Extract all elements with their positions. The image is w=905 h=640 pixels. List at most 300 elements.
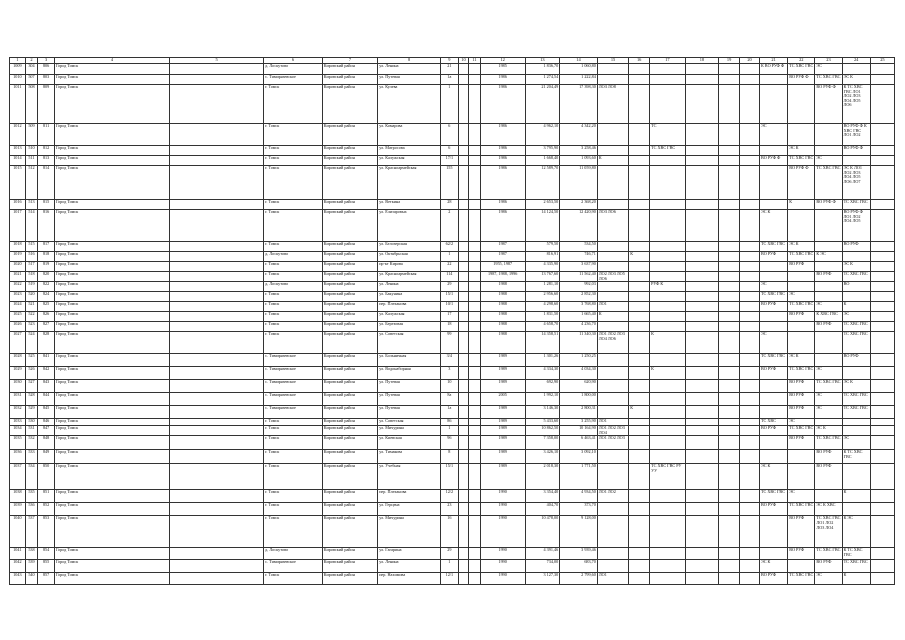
column-number: 14 bbox=[560, 58, 598, 64]
table-cell: 1042 bbox=[10, 560, 26, 573]
table-cell bbox=[719, 302, 740, 312]
table-cell bbox=[629, 166, 650, 200]
table-cell: Город Томск bbox=[54, 573, 169, 585]
table-cell bbox=[740, 262, 760, 272]
table-cell bbox=[719, 75, 740, 85]
column-number: 5 bbox=[170, 58, 264, 64]
table-cell bbox=[685, 242, 718, 252]
table-cell: 849 bbox=[38, 450, 55, 464]
table-cell: Кировский район bbox=[322, 262, 377, 272]
table-cell bbox=[759, 322, 787, 332]
table-cell: ТС ХВС ГВС bbox=[815, 75, 842, 85]
table-cell bbox=[597, 393, 628, 406]
table-cell bbox=[597, 262, 628, 272]
table-cell bbox=[597, 406, 628, 419]
table-cell bbox=[685, 406, 718, 419]
table-cell: Город Томск bbox=[54, 312, 169, 322]
table-cell: 852 bbox=[38, 503, 55, 516]
table-cell bbox=[629, 393, 650, 406]
table-cell: 1 bbox=[440, 426, 458, 436]
table-cell: 853 bbox=[38, 516, 55, 548]
table-cell: Город Томск bbox=[54, 393, 169, 406]
table-cell: 4 334,30 bbox=[525, 367, 560, 380]
table-cell: 15/1 bbox=[440, 464, 458, 490]
table-cell: 3 127,30 bbox=[525, 573, 560, 585]
table-cell: ТС ХВС ГВС bbox=[788, 302, 815, 312]
table-cell bbox=[870, 166, 894, 200]
table-cell: ВО РУФ bbox=[842, 354, 870, 367]
table-cell: ВО bbox=[842, 282, 870, 292]
table-cell: Город Томск bbox=[54, 367, 169, 380]
table-cell: г. Томск bbox=[264, 302, 323, 312]
table-cell: 3 146,30 bbox=[525, 406, 560, 419]
table-cell bbox=[650, 64, 686, 75]
table-cell: г. Томск bbox=[264, 272, 323, 282]
table-cell: ЛО1 bbox=[597, 419, 628, 426]
table-cell bbox=[759, 548, 787, 560]
table-cell: 1990 bbox=[480, 560, 525, 573]
table-cell: Город Томск bbox=[54, 490, 169, 503]
table-cell: 851 bbox=[38, 490, 55, 503]
table-cell bbox=[469, 322, 481, 332]
table-cell: 1989 bbox=[480, 436, 525, 450]
table-cell: г. Томск bbox=[264, 210, 323, 242]
table-cell bbox=[719, 393, 740, 406]
table-cell bbox=[458, 166, 468, 200]
table-cell bbox=[788, 450, 815, 464]
table-row bbox=[10, 450, 895, 464]
table-cell: ЛО1 ЛО2 ЛО3 ЛО4 bbox=[597, 426, 628, 436]
table-cell: ЛОЗ ЛО8 bbox=[597, 85, 628, 124]
table-cell bbox=[650, 516, 686, 548]
table-cell: ул. Герцена bbox=[378, 503, 441, 516]
table-cell: 8 bbox=[440, 450, 458, 464]
table-cell bbox=[788, 210, 815, 242]
table-cell bbox=[458, 406, 468, 419]
table-cell: с. Тимирязевское bbox=[264, 560, 323, 573]
table-cell bbox=[740, 573, 760, 585]
table-cell: 1021 bbox=[10, 272, 26, 282]
table-cell bbox=[815, 419, 842, 426]
table-cell: 817 bbox=[38, 242, 55, 252]
table-cell: 1988 bbox=[480, 282, 525, 292]
table-cell: 824 bbox=[38, 292, 55, 302]
table-cell: 3 092,10 bbox=[560, 450, 598, 464]
table-cell bbox=[870, 332, 894, 354]
table-cell bbox=[458, 124, 468, 146]
table-cell: Кировский район bbox=[322, 75, 377, 85]
table-cell bbox=[650, 252, 686, 262]
table-cell: 4 934,50 bbox=[560, 490, 598, 503]
table-cell bbox=[685, 262, 718, 272]
table-cell bbox=[870, 322, 894, 332]
table-cell: 1012 bbox=[10, 124, 26, 146]
table-cell: 540 bbox=[25, 573, 38, 585]
table-cell: 4 342,20 bbox=[560, 124, 598, 146]
table-cell: ул. Калужская bbox=[378, 312, 441, 322]
table-cell bbox=[740, 450, 760, 464]
table-cell: г. Томск bbox=[264, 426, 323, 436]
column-number: 17 bbox=[650, 58, 686, 64]
table-cell: ЭС К bbox=[842, 262, 870, 272]
table-cell bbox=[170, 252, 264, 262]
table-cell: ул. Комарова bbox=[378, 124, 441, 146]
table-cell: 4 335,90 bbox=[525, 262, 560, 272]
table-cell bbox=[629, 516, 650, 548]
table-row bbox=[10, 272, 895, 282]
table-cell bbox=[629, 210, 650, 242]
table-cell: Город Томск bbox=[54, 156, 169, 166]
table-cell bbox=[685, 124, 718, 146]
table-cell bbox=[170, 354, 264, 367]
table-cell: ул. Путевая bbox=[378, 380, 441, 393]
table-cell: 1 992,10 bbox=[525, 393, 560, 406]
table-row bbox=[10, 354, 895, 367]
table-cell: ЭС К bbox=[759, 210, 787, 242]
table-cell: ЭС bbox=[842, 312, 870, 322]
table-cell bbox=[870, 262, 894, 272]
table-cell: 1990 bbox=[480, 548, 525, 560]
table-cell: г. Томск bbox=[264, 200, 323, 210]
table-cell bbox=[685, 322, 718, 332]
table-cell: 2005 bbox=[480, 393, 525, 406]
table-cell: Кировский район bbox=[322, 560, 377, 573]
table-row bbox=[10, 436, 895, 450]
table-cell bbox=[170, 380, 264, 393]
table-cell: Город Томск bbox=[54, 146, 169, 156]
table-cell: ул. Советская bbox=[378, 332, 441, 354]
table-cell bbox=[650, 210, 686, 242]
table-cell: 531 bbox=[25, 426, 38, 436]
table-cell: 828 bbox=[38, 332, 55, 354]
table-cell: К ВО РУФ Ф bbox=[759, 64, 787, 75]
table-row bbox=[10, 64, 895, 75]
table-cell bbox=[870, 242, 894, 252]
table-cell: 2 bbox=[440, 210, 458, 242]
table-cell: ВО РУФ bbox=[759, 252, 787, 262]
table-cell: 1 060,80 bbox=[560, 64, 598, 75]
table-cell bbox=[842, 426, 870, 436]
table-cell: Кировский район bbox=[322, 166, 377, 200]
table-cell: 683,70 bbox=[560, 560, 598, 573]
table-cell: 1024 bbox=[10, 302, 26, 312]
table-cell bbox=[170, 200, 264, 210]
table-cell: ТС ХВС ГВС bbox=[842, 406, 870, 419]
table-row bbox=[10, 166, 895, 200]
table-cell bbox=[629, 464, 650, 490]
table-cell bbox=[597, 464, 628, 490]
table-cell: Кировский район bbox=[322, 272, 377, 282]
table-cell bbox=[170, 548, 264, 560]
table-cell: 857 bbox=[38, 573, 55, 585]
table-cell bbox=[788, 332, 815, 354]
table-cell: 1а bbox=[440, 75, 458, 85]
table-cell bbox=[650, 426, 686, 436]
table-cell: Кировский район bbox=[322, 210, 377, 242]
table-cell bbox=[458, 516, 468, 548]
column-number: 20 bbox=[740, 58, 760, 64]
table-cell: Кировский район bbox=[322, 419, 377, 426]
table-cell: К ЭС bbox=[815, 252, 842, 262]
table-cell bbox=[650, 322, 686, 332]
table-cell bbox=[870, 436, 894, 450]
table-cell bbox=[170, 464, 264, 490]
table-cell: 10 862,50 bbox=[525, 426, 560, 436]
table-cell bbox=[719, 490, 740, 503]
table-cell bbox=[870, 393, 894, 406]
table-cell bbox=[170, 85, 264, 124]
table-cell: ВО РУФ bbox=[842, 242, 870, 252]
table-cell bbox=[759, 272, 787, 282]
table-cell: 2 956,60 bbox=[525, 292, 560, 302]
table-cell bbox=[170, 242, 264, 252]
table-cell: 1023 bbox=[10, 292, 26, 302]
table-cell bbox=[629, 503, 650, 516]
table-cell bbox=[469, 282, 481, 292]
table-cell: пер. Плеханова bbox=[378, 302, 441, 312]
table-cell bbox=[685, 450, 718, 464]
table-cell: ТС ХВС ГВС bbox=[815, 166, 842, 200]
table-cell: ул. Ленина bbox=[378, 64, 441, 75]
table-cell: 23 bbox=[440, 503, 458, 516]
table-cell: Кировский район bbox=[322, 354, 377, 367]
table-cell bbox=[629, 272, 650, 282]
table-cell bbox=[740, 332, 760, 354]
table-cell: 1 836,70 bbox=[525, 64, 560, 75]
table-cell: 1 771,50 bbox=[560, 464, 598, 490]
table-cell: ул. Водонаборная bbox=[378, 367, 441, 380]
table-cell bbox=[597, 242, 628, 252]
table-row bbox=[10, 406, 895, 419]
table-cell: 692,90 bbox=[525, 380, 560, 393]
table-cell: д. Лоскутово bbox=[264, 64, 323, 75]
table-cell: К bbox=[842, 490, 870, 503]
table-cell bbox=[629, 292, 650, 302]
table-cell: ЛО1 ЛО2 ЛО3 ЛО4 ЛО6 bbox=[597, 332, 628, 354]
table-cell bbox=[629, 490, 650, 503]
column-number: 22 bbox=[788, 58, 815, 64]
table-cell: 11 562,40 bbox=[560, 272, 598, 282]
table-cell: 3 258,46 bbox=[560, 146, 598, 156]
table-cell: 1988 bbox=[480, 332, 525, 354]
table-cell bbox=[458, 262, 468, 272]
table-cell: д. Лоскутово bbox=[264, 548, 323, 560]
table-cell: 1 665,40 bbox=[560, 312, 598, 322]
table-cell bbox=[458, 548, 468, 560]
table-cell bbox=[458, 272, 468, 282]
table-cell: 1 668,40 bbox=[525, 156, 560, 166]
table-cell: 3 354,40 bbox=[525, 490, 560, 503]
table-cell: К ТС ХВС ГВС ЛО1 ЛО2 ЛО3 ЛО4 ЛО5 ЛО6 bbox=[842, 85, 870, 124]
table-cell: 1038 bbox=[10, 490, 26, 503]
table-cell: 4 298,60 bbox=[525, 302, 560, 312]
table-cell bbox=[629, 156, 650, 166]
table-cell bbox=[788, 322, 815, 332]
table-cell: 1016 bbox=[10, 200, 26, 210]
table-row bbox=[10, 322, 895, 332]
table-cell bbox=[170, 450, 264, 464]
table-cell bbox=[170, 332, 264, 354]
table-cell bbox=[469, 64, 481, 75]
table-cell bbox=[469, 210, 481, 242]
table-cell: 528 bbox=[25, 393, 38, 406]
table-cell: 1026 bbox=[10, 322, 26, 332]
table-cell: 525 bbox=[25, 354, 38, 367]
table-cell bbox=[870, 312, 894, 322]
table-cell bbox=[870, 490, 894, 503]
table-cell bbox=[719, 322, 740, 332]
table-cell: ВО РУФ bbox=[759, 503, 787, 516]
table-cell: 534 bbox=[25, 464, 38, 490]
table-cell: пер. Нахимова bbox=[378, 573, 441, 585]
table-cell bbox=[170, 426, 264, 436]
table-cell bbox=[650, 490, 686, 503]
table-cell bbox=[597, 503, 628, 516]
table-cell: 3 426,10 bbox=[525, 450, 560, 464]
table-cell: 855 bbox=[38, 560, 55, 573]
table-cell: 529 bbox=[25, 406, 38, 419]
table-cell: 841 bbox=[38, 354, 55, 367]
table-cell bbox=[629, 146, 650, 156]
table-cell: 518 bbox=[25, 272, 38, 282]
table-cell bbox=[650, 419, 686, 426]
table-cell: 844 bbox=[38, 393, 55, 406]
table-cell: К ТС ХВС ГВС bbox=[842, 450, 870, 464]
table-cell: Город Томск bbox=[54, 406, 169, 419]
table-cell: 520 bbox=[25, 292, 38, 302]
table-cell bbox=[597, 282, 628, 292]
table-cell: 806 bbox=[38, 64, 55, 75]
table-cell: 1985 bbox=[480, 64, 525, 75]
table-cell: 522 bbox=[25, 312, 38, 322]
table-cell bbox=[469, 560, 481, 573]
table-cell bbox=[629, 242, 650, 252]
table-cell bbox=[740, 302, 760, 312]
table-cell: г. Томск bbox=[264, 573, 323, 585]
table-cell bbox=[740, 156, 760, 166]
table-cell: Город Томск bbox=[54, 426, 169, 436]
table-cell: 511 bbox=[25, 156, 38, 166]
table-cell: Город Томск bbox=[54, 380, 169, 393]
column-number: 23 bbox=[815, 58, 842, 64]
table-cell: 3 637,90 bbox=[560, 262, 598, 272]
table-cell bbox=[685, 380, 718, 393]
table-cell bbox=[685, 490, 718, 503]
table-cell: 1 274,54 bbox=[525, 75, 560, 85]
table-cell bbox=[759, 75, 787, 85]
table-cell: пер. Плеханова bbox=[378, 490, 441, 503]
table-cell bbox=[629, 85, 650, 124]
table-cell: Город Томск bbox=[54, 450, 169, 464]
table-cell: г. Томск bbox=[264, 490, 323, 503]
table-cell bbox=[170, 210, 264, 242]
table-cell: К bbox=[650, 332, 686, 354]
table-cell bbox=[685, 200, 718, 210]
table-cell: 1017 bbox=[10, 210, 26, 242]
table-cell: 843 bbox=[38, 380, 55, 393]
table-cell bbox=[469, 503, 481, 516]
table-cell: 816,91 bbox=[525, 252, 560, 262]
table-cell: ВО РУФ Ф bbox=[788, 75, 815, 85]
table-cell: ТС ХВС ГВС bbox=[842, 272, 870, 282]
table-cell bbox=[597, 560, 628, 573]
table-cell: 816 bbox=[38, 210, 55, 242]
table-cell bbox=[629, 322, 650, 332]
table-cell bbox=[685, 367, 718, 380]
table-cell: ул. Веткина bbox=[378, 200, 441, 210]
table-cell bbox=[629, 282, 650, 292]
table-cell: 2 799,60 bbox=[560, 573, 598, 585]
table-cell: 29 bbox=[440, 282, 458, 292]
table-cell bbox=[469, 380, 481, 393]
table-cell: ул. Белозерская bbox=[378, 242, 441, 252]
table-cell bbox=[685, 332, 718, 354]
table-cell: ул. Красноармейская bbox=[378, 272, 441, 282]
table-cell: ул. Путевая bbox=[378, 393, 441, 406]
table-cell bbox=[629, 124, 650, 146]
table-cell: 516 bbox=[25, 252, 38, 262]
table-row bbox=[10, 419, 895, 426]
table-cell bbox=[870, 406, 894, 419]
table-cell: ВО РУФ Ф bbox=[788, 166, 815, 200]
table-cell: 2 653,50 bbox=[525, 200, 560, 210]
table-cell: 854 bbox=[38, 548, 55, 560]
table-cell bbox=[629, 419, 650, 426]
table-cell bbox=[597, 322, 628, 332]
table-cell: 620,90 bbox=[560, 380, 598, 393]
table-cell bbox=[685, 393, 718, 406]
table-cell: 1 bbox=[440, 560, 458, 573]
table-cell bbox=[685, 302, 718, 312]
table-cell bbox=[650, 393, 686, 406]
table-cell: 513 bbox=[25, 200, 38, 210]
table-cell: ВО РУФ bbox=[788, 312, 815, 322]
table-cell: ЭС bbox=[815, 367, 842, 380]
table-cell: 524 bbox=[25, 332, 38, 354]
table-cell bbox=[650, 292, 686, 302]
table-cell: 1029 bbox=[10, 367, 26, 380]
table-cell bbox=[650, 262, 686, 272]
table-row bbox=[10, 332, 895, 354]
table-cell bbox=[597, 166, 628, 200]
table-cell bbox=[650, 312, 686, 322]
table-cell bbox=[815, 292, 842, 302]
table-cell bbox=[685, 64, 718, 75]
table-cell bbox=[469, 166, 481, 200]
table-cell: Кировский район bbox=[322, 516, 377, 548]
table-cell bbox=[685, 426, 718, 436]
table-cell: 538 bbox=[25, 548, 38, 560]
table-cell: Кировский район bbox=[322, 312, 377, 322]
table-cell: 521 bbox=[25, 302, 38, 312]
table-cell: 1 222,84 bbox=[560, 75, 598, 85]
table-cell bbox=[458, 573, 468, 585]
table-row bbox=[10, 312, 895, 322]
table-cell bbox=[740, 548, 760, 560]
table-cell bbox=[458, 292, 468, 302]
table-cell: 21 bbox=[440, 64, 458, 75]
table-cell bbox=[870, 282, 894, 292]
table-cell: ВО РУФ bbox=[815, 272, 842, 282]
table-cell: 1988 bbox=[480, 292, 525, 302]
table-row bbox=[10, 146, 895, 156]
table-cell: 827 bbox=[38, 322, 55, 332]
table-cell: 1987 bbox=[480, 252, 525, 262]
table-cell: ТС ХВС ГВС bbox=[650, 146, 686, 156]
table-cell: 3/4 bbox=[440, 354, 458, 367]
table-cell bbox=[740, 464, 760, 490]
table-cell bbox=[788, 560, 815, 573]
